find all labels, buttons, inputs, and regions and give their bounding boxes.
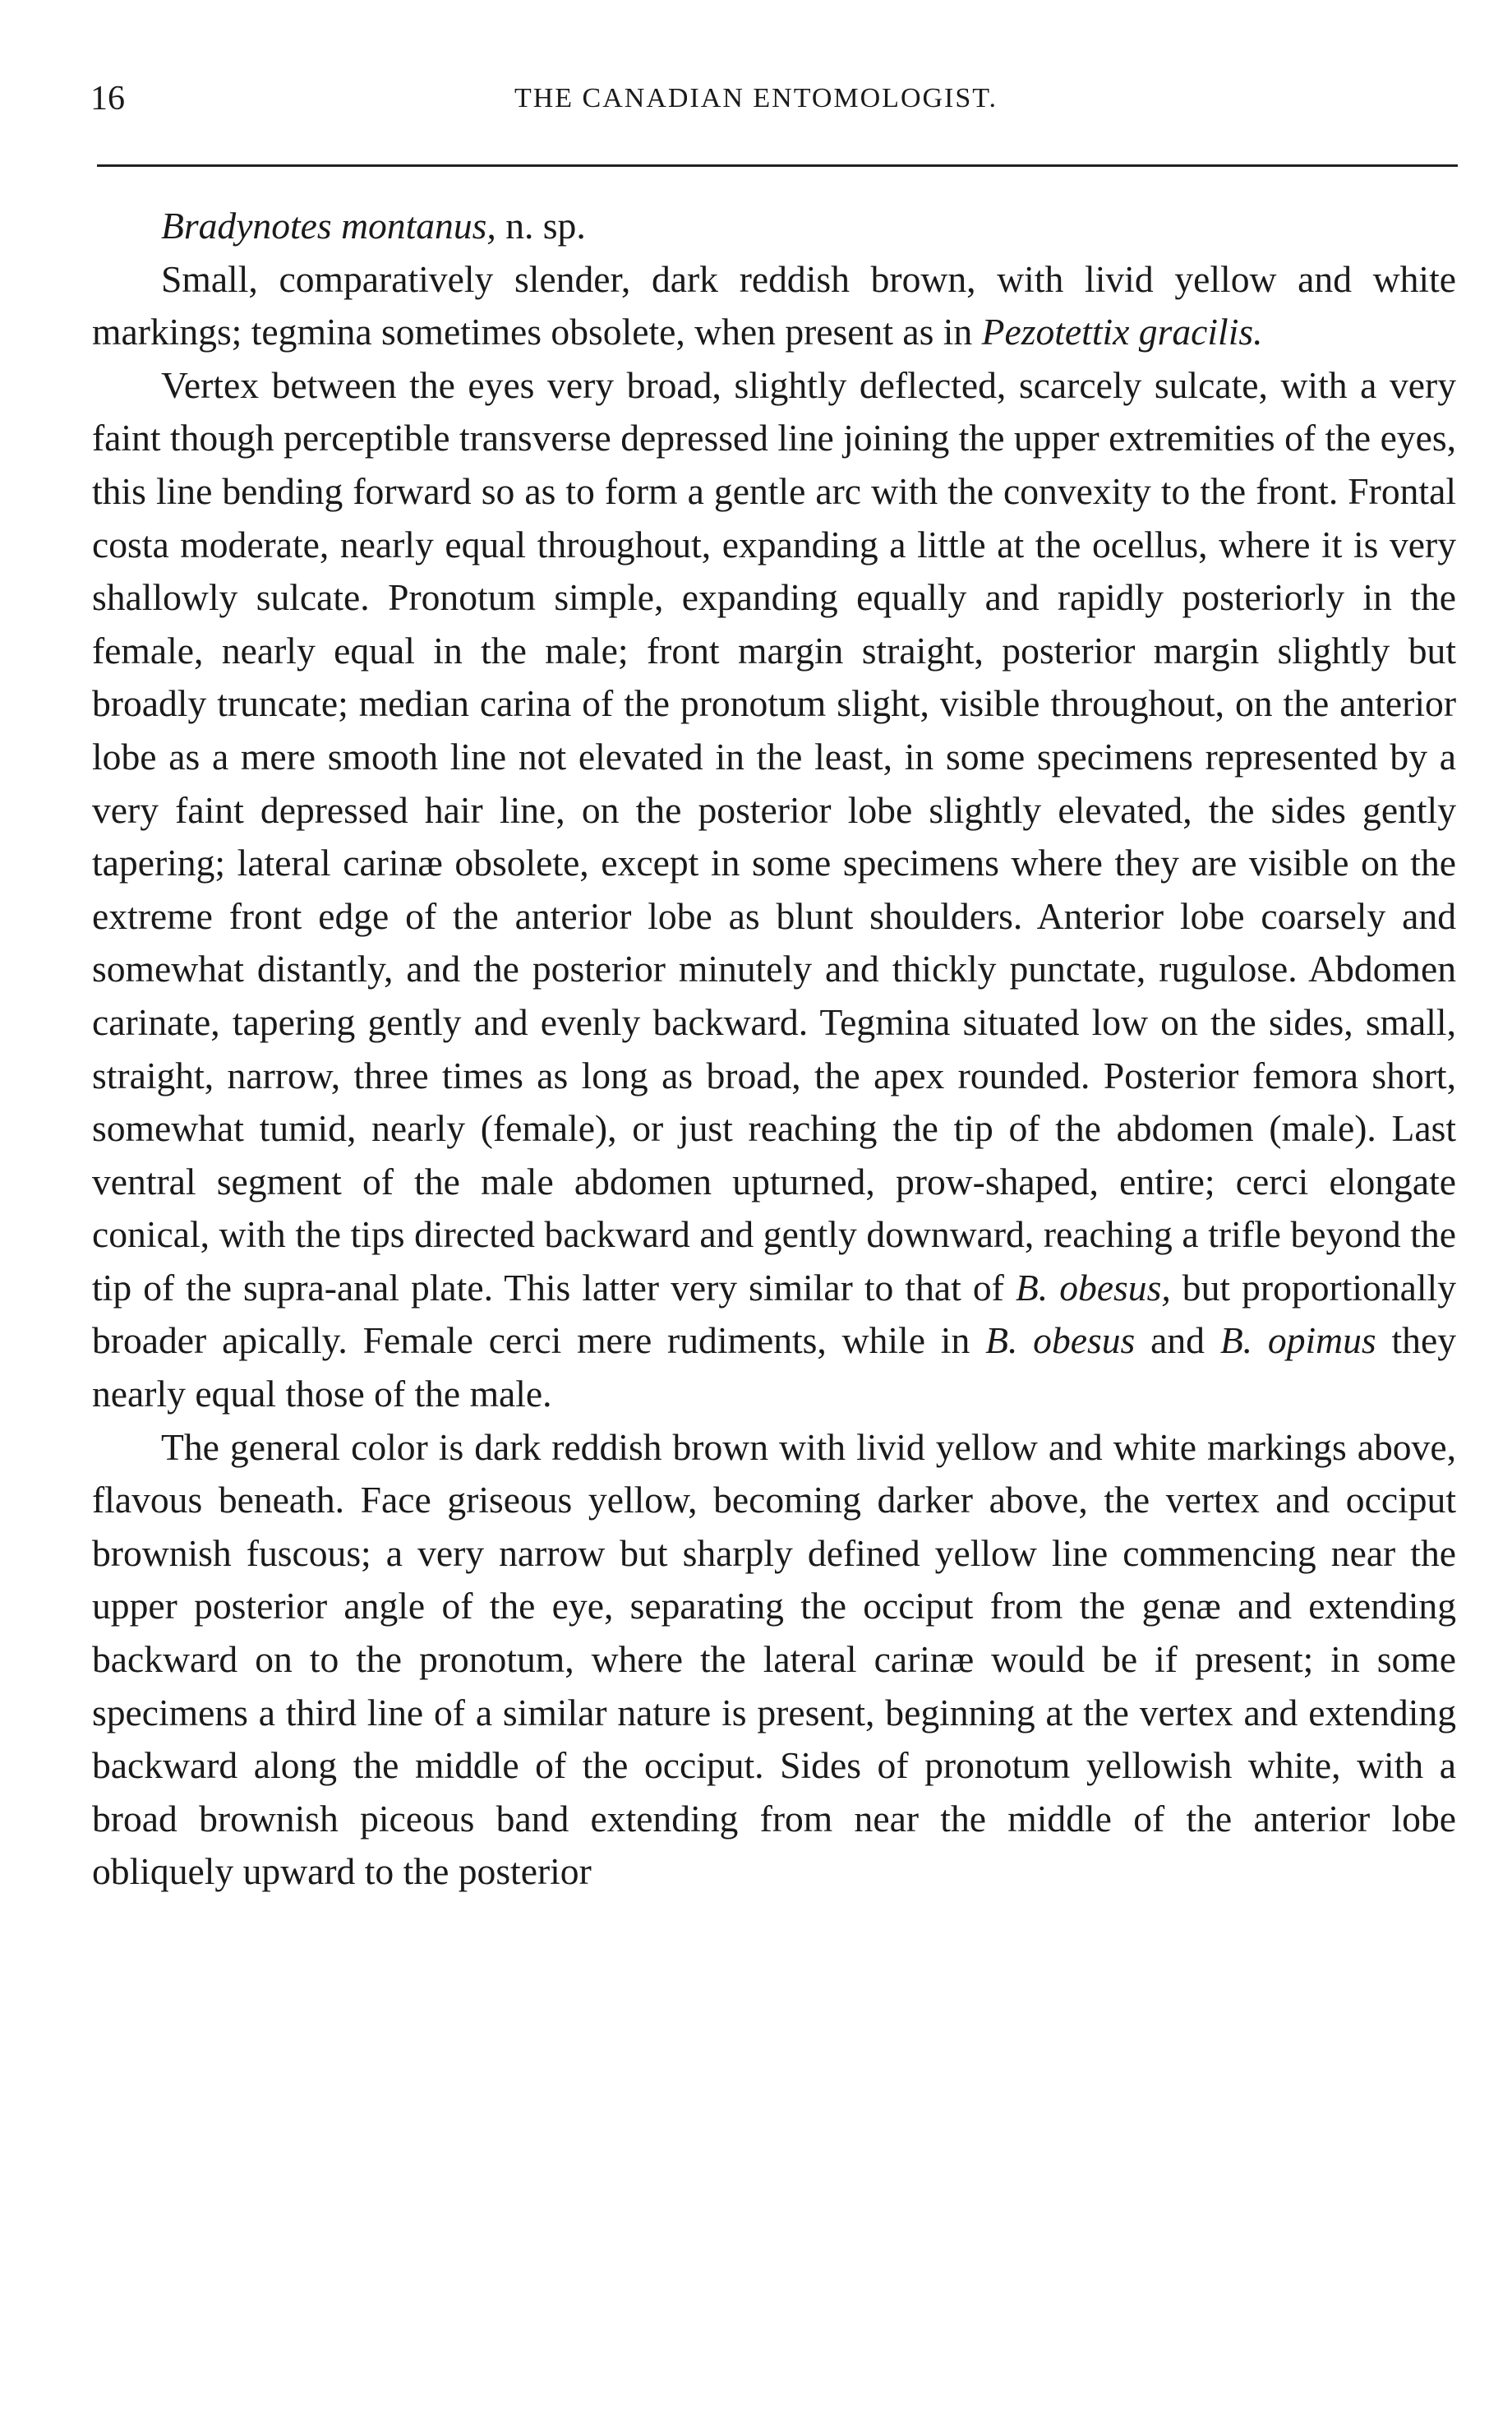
body-text bbox=[92, 200, 1456, 1899]
paragraph-description bbox=[92, 359, 1456, 1421]
paragraph-diagnosis bbox=[92, 253, 1456, 359]
paragraph-coloration bbox=[92, 1421, 1456, 1899]
paragraph-text: Small, comparatively slender, dark reddish brown, with livid yellow and white markings; tegmina sometimes obsolete, when present as in bbox=[92, 257, 1456, 353]
italic-taxon: B. obesus bbox=[985, 1319, 1136, 1362]
species-heading bbox=[92, 200, 1456, 253]
species-name: Bradynotes montanus, bbox=[161, 205, 496, 247]
paragraph-text: The general color is dark reddish brown with livid yellow and white markings above, flavous beneath. Face griseous yellow, becoming darker above, the vertex and occiput brownish fuscous; a very narrow but sharply defined yellow line commencing near the upper posterior angle of the eye, separating the occiput from the genæ and extending backward on to the pronotum, where the lateral carinæ would be if present; in some specimens a third line of a similar nature is present, beginning at the vertex and extending backward along the middle of the occiput. Sides of pronotum yellowish white, with a broad brownish piceous band extending from near the middle of the anterior lobe obliquely upward to the posterior bbox=[92, 1425, 1456, 1893]
paragraph-text: and bbox=[1135, 1319, 1220, 1362]
paragraph-text: but proportionally broader apically. Female cerci mere rudiments, while in bbox=[92, 1266, 1456, 1362]
species-status: n. sp. bbox=[496, 205, 586, 247]
italic-taxon: Pezotettix gracilis. bbox=[981, 311, 1263, 353]
running-head bbox=[90, 76, 1422, 122]
italic-taxon: B. obesus, bbox=[1015, 1266, 1171, 1309]
paragraph-text: they nearly equal those of the male. bbox=[92, 1319, 1456, 1415]
paragraph-text: Vertex between the eyes very broad, slightly deflected, scarcely sulcate, with a very faint though perceptible transverse depressed line joining the upper extremities of the eyes, this line bending forward so as to form a gentle arc with the convexity to the front. Frontal costa moderate, nearly equal throughout, expanding a little at the ocellus, where it is very shallowly sulcate. Pronotum simple, expanding equally and rapidly posteriorly in the female, nearly equal in the male; front margin straight, posterior margin slightly but broadly truncate; median carina of the pronotum slight, visible throughout, on the anterior lobe as a mere smooth line not elevated in the least, in some specimens represented by a very faint depressed hair line, on the posterior lobe slightly elevated, the sides gently tapering; lateral carinæ obsolete, except in some specimens where they are visible on the extreme front edge of the anterior lobe as blunt shoulders. Anterior lobe coarsely and somewhat distantly, and the posterior minutely and thickly punctate, rugulose. Abdomen carinate, tapering gently and evenly backward. Tegmina situated low on the sides, small, straight, narrow, three times as long as broad, the apex rounded. Posterior femora short, somewhat tumid, nearly (female), or just reaching the tip of the abdomen (male). Last ventral segment of the male abdomen upturned, prow-shaped, entire; cerci elongate conical, with the tips directed backward and gently downward, reaching a trifle beyond the tip of the supra-anal plate. This latter very similar to that of bbox=[92, 363, 1456, 1309]
italic-taxon: B. opimus bbox=[1219, 1319, 1376, 1362]
header-rule bbox=[97, 164, 1458, 167]
journal-title: THE CANADIAN ENTOMOLOGIST. bbox=[514, 83, 998, 113]
page-number: 16 bbox=[90, 80, 125, 118]
